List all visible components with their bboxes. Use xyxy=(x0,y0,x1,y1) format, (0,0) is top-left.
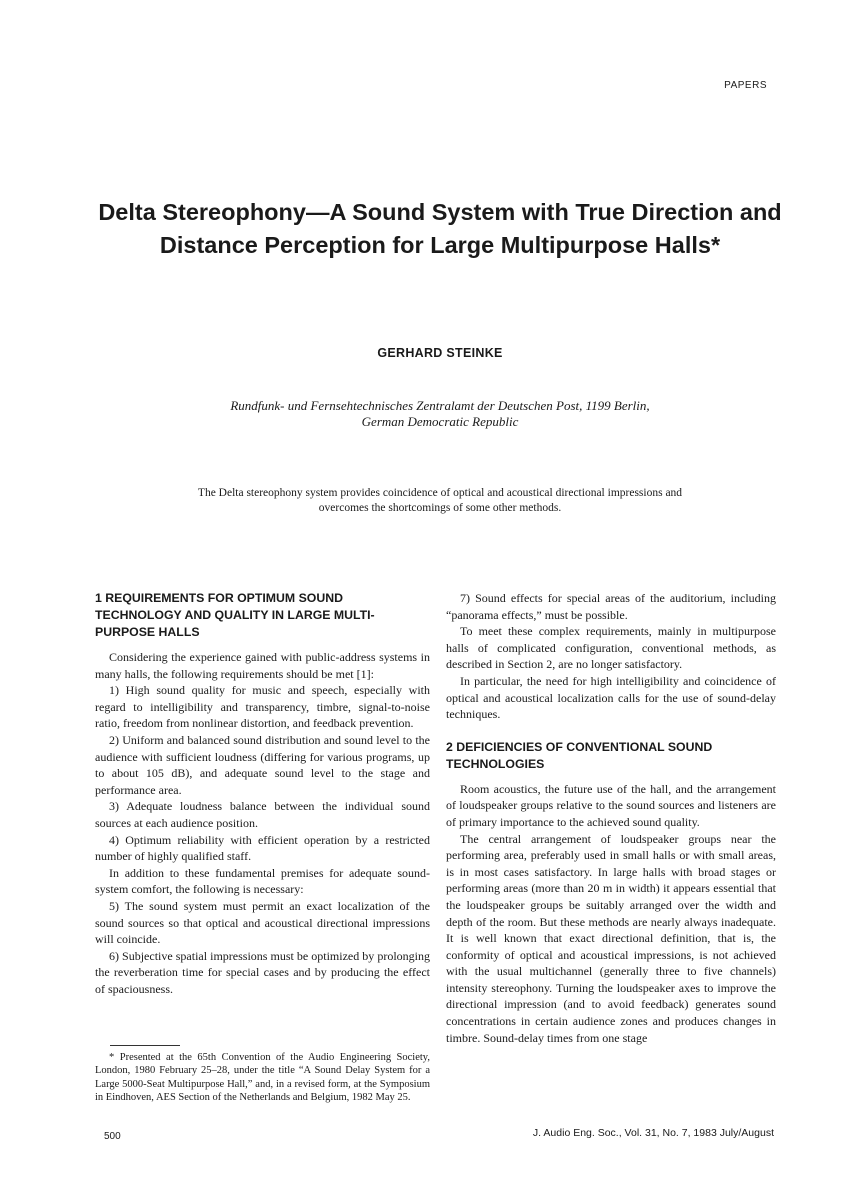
paragraph: In addition to these fundamental premises for adequate sound-system comfort, the following is necessary: xyxy=(95,865,430,897)
section-heading: 1 REQUIREMENTS FOR OPTIMUM SOUND TECHNOLOGY AND QUALITY IN LARGE MULTI-PURPOSE HALLS xyxy=(95,591,375,639)
affiliation xyxy=(60,398,820,430)
paragraph: To meet these complex requirements, mainly in multipurpose halls of complicated configuration, conventional methods, as described in Section 2, are no longer satisfactory. xyxy=(446,624,776,672)
paragraph: 6) Subjective spatial impressions must be optimized by prolonging the reverberation time for special cases and by producing the effect of spaciousness. xyxy=(95,948,430,996)
author-name: GERHARD STEINKE xyxy=(377,346,503,360)
paragraph: Room acoustics, the future use of the hall, and the arrangement of loudspeaker groups relative to the sound sources and listeners are of primary importance to the achieved sound quality. xyxy=(446,781,776,829)
right-column xyxy=(446,590,776,1046)
footnote: * Presented at the 65th Convention of the Audio Engineering Society, London, 1980 February 25–28, under the title “A Sound Delay System for a Large 5000-Seat Multipurpose Hall,” and, in a revised form, at the Symposium in Eindhoven, AES Section of the Netherlands and Belgium, 1982 May 25. xyxy=(95,1052,430,1104)
paragraph: 4) Optimum reliability with efficient operation by a restricted number of highly qualified staff. xyxy=(95,832,430,864)
abstract: The Delta stereophony system provides coincidence of optical and acoustical directional impressions and overcomes the shortcomings of some other methods. xyxy=(197,487,683,514)
affiliation-line: German Democratic Republic xyxy=(361,414,519,429)
footnote-rule xyxy=(110,1045,180,1046)
page-number: 500 xyxy=(104,1131,121,1142)
paragraph: 2) Uniform and balanced sound distribution and sound level to the audience with sufficient loudness (differing for various programs, up to about 105 dB), and adequate sound level to the stage and performance area. xyxy=(95,732,430,797)
paragraph: 5) The sound system must permit an exact localization of the sound sources so that optical and acoustical directional impressions will coincide. xyxy=(95,898,430,947)
paragraph: 7) Sound effects for special areas of the auditorium, including “panorama effects,” must be possible. xyxy=(446,591,776,622)
left-column xyxy=(95,590,430,997)
paragraph: 1) High sound quality for music and speech, especially with regard to intelligibility and transparency, timbre, signal-to-noise ratio, freedom from nonlinear distortion, and feedback prevention. xyxy=(95,683,430,731)
paragraph: 3) Adequate loudness balance between the individual sound sources at each audience position. xyxy=(95,799,430,830)
affiliation-line: Rundfunk- und Fernsehtechnisches Zentralamt der Deutschen Post, 1199 Berlin, xyxy=(230,398,650,413)
section-label: PAPERS xyxy=(724,80,767,91)
paragraph: The central arrangement of loudspeaker groups near the performing area, preferably used in small halls or with small areas, is in most cases satisfactory. In large halls with broad stages or performing areas (more than 20 m in width) it appears essential that the loudspeaker groups be suitably arranged over the width and depth of the room. But these methods are nearly always inadequate. It is well known that exact directional definition, that is, the conformity of optical and acoustical impressions, is not achieved with the usual multichannel (generally three to five channels) intensity stereophony. Turning the loudspeaker axes to improve the directional impression (and to avoid feedback) generates sound concentrations in certain audience zones and produces changes in timbre. Sound-delay times from one stage xyxy=(446,831,776,1045)
body-text xyxy=(95,649,430,997)
paragraph: Considering the experience gained with public-address systems in many halls, the following requirements should be met [1]: xyxy=(95,650,430,681)
body-text xyxy=(446,590,776,723)
paragraph: In particular, the need for high intelligibility and coincidence of optical and acoustical localization calls for the use of sound-delay techniques. xyxy=(446,673,776,722)
journal-citation: J. Audio Eng. Soc., Vol. 31, No. 7, 1983 July/August xyxy=(532,1127,774,1139)
paper-title: Delta Stereophony—A Sound System with True Direction and Distance Perception for Large Multipurpose Halls* xyxy=(98,199,782,258)
body-text xyxy=(446,781,776,1047)
section-heading: 2 DEFICIENCIES OF CONVENTIONAL SOUND TECHNOLOGIES xyxy=(446,739,713,771)
